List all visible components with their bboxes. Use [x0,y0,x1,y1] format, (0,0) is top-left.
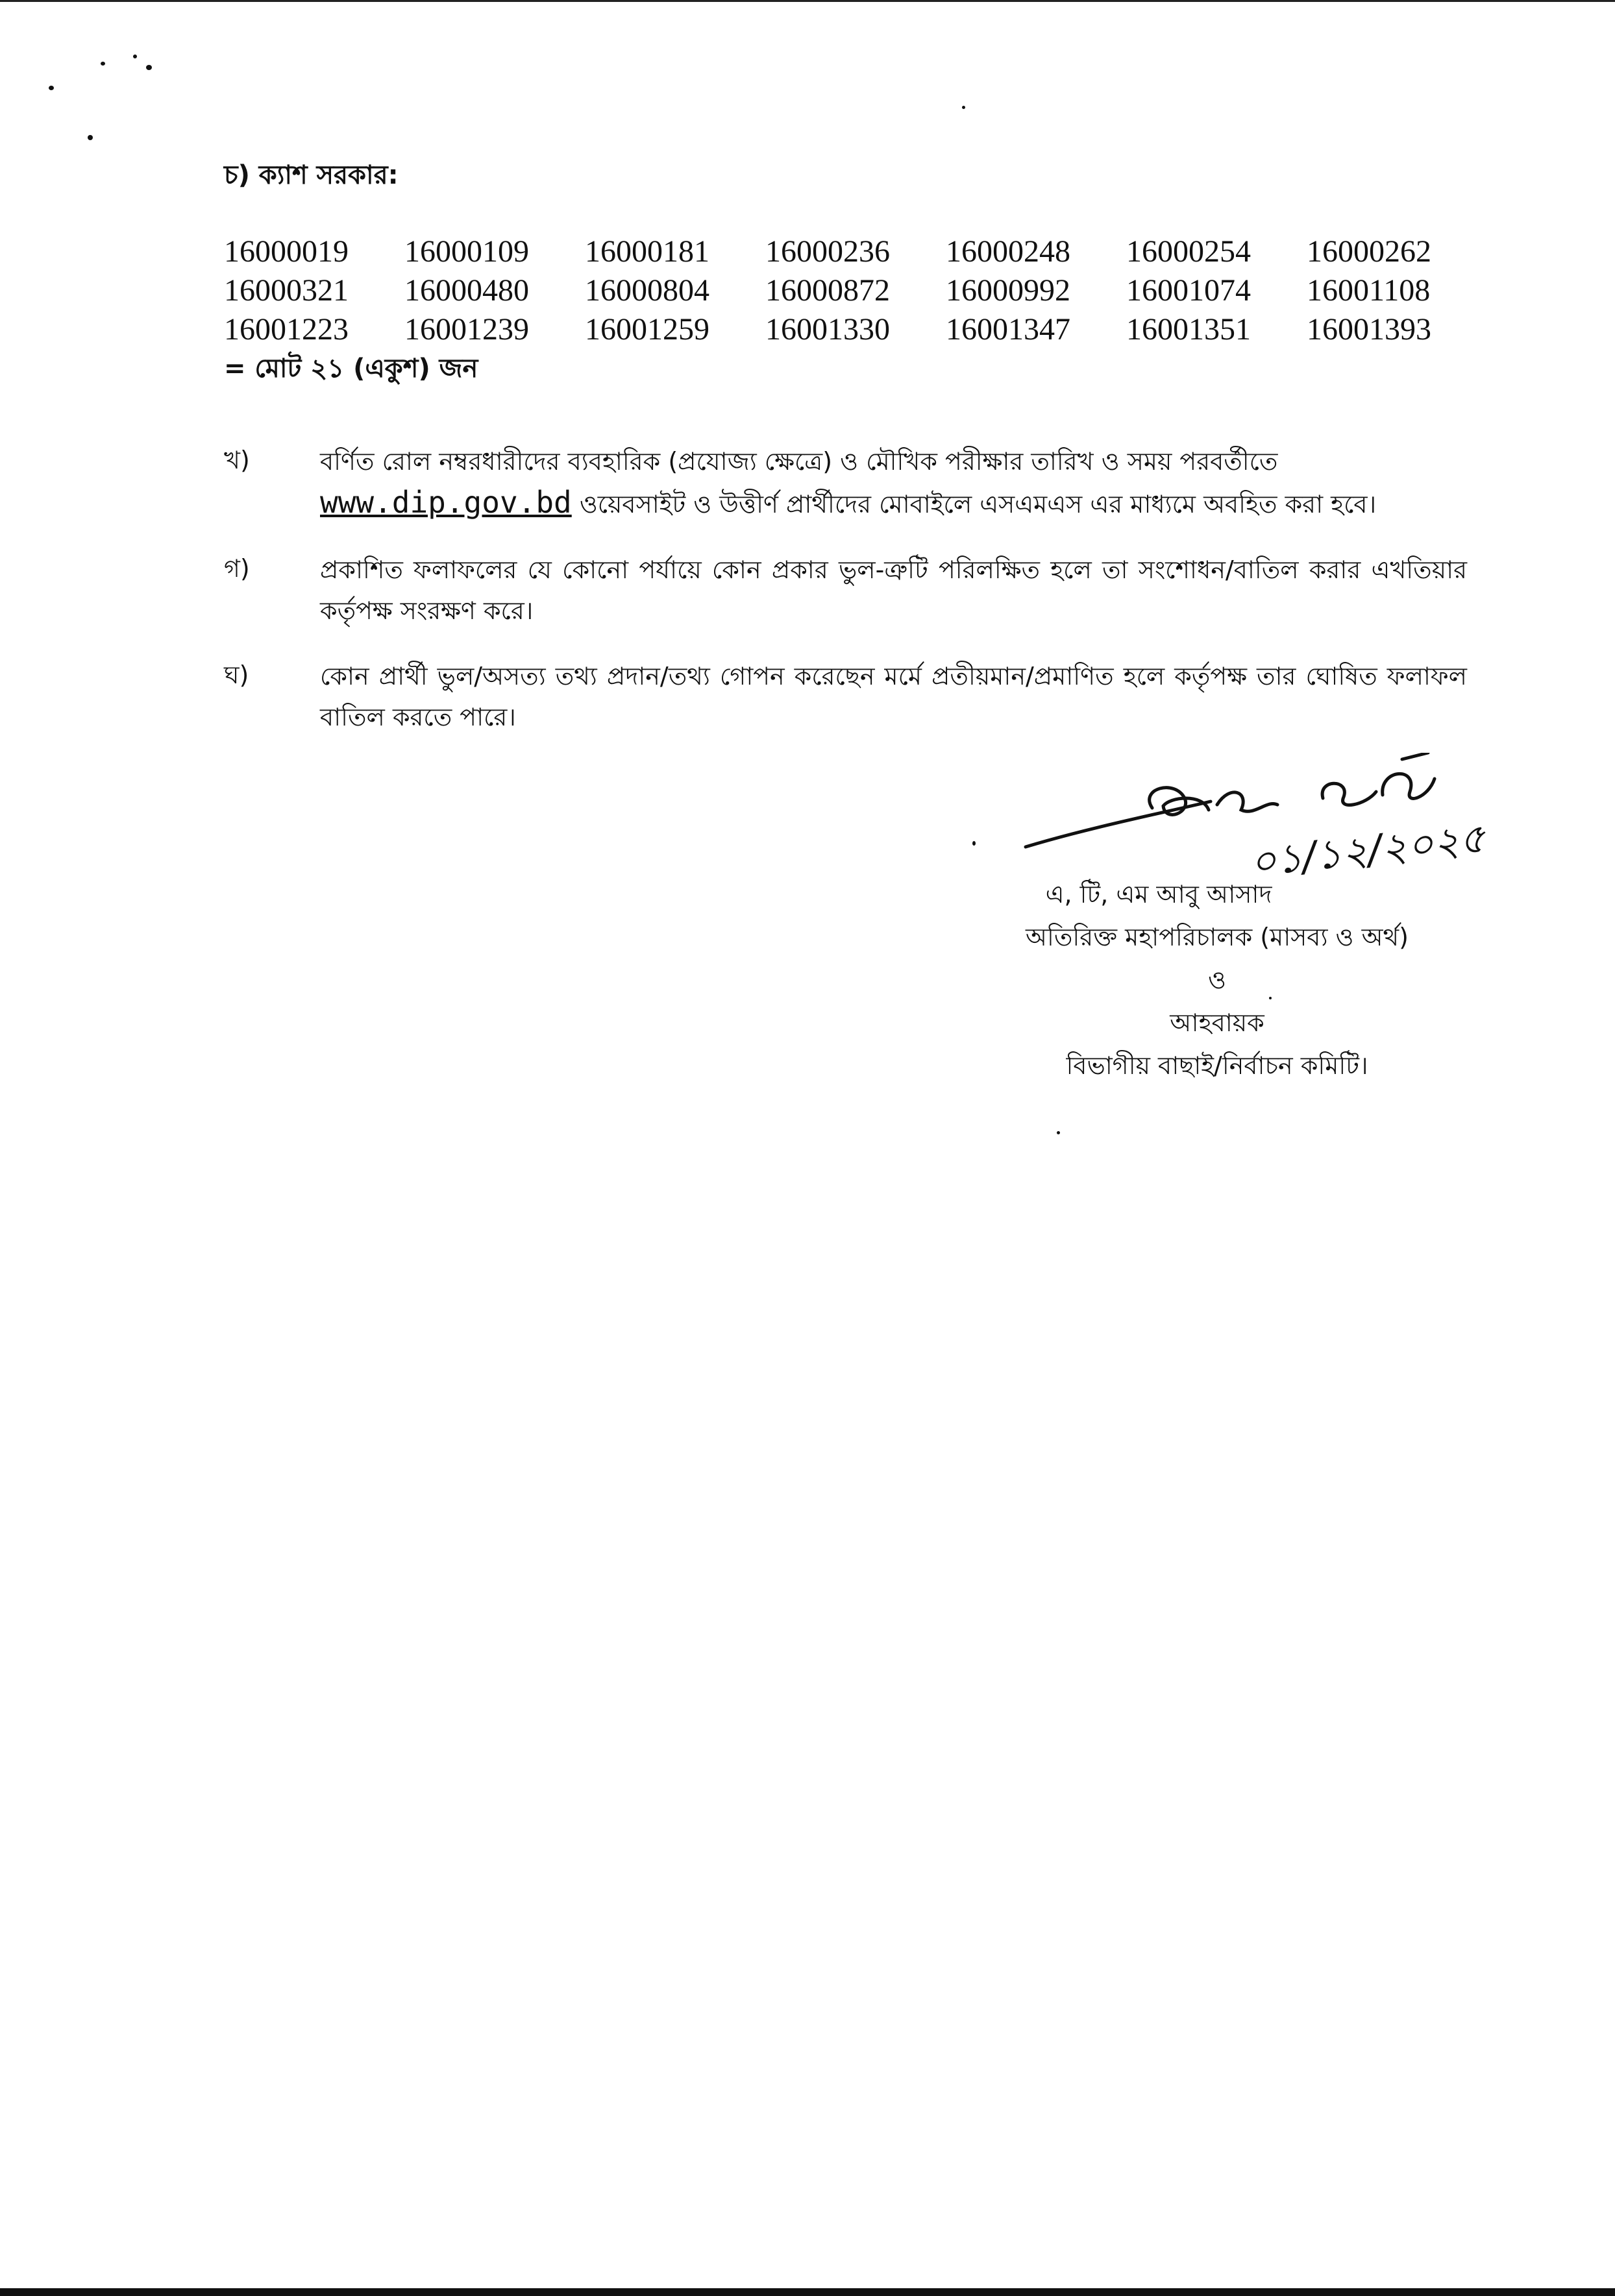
note-item [224,656,1467,738]
scan-speck [133,55,137,58]
roll-number: 16001223 [224,311,349,347]
website-link[interactable]: www.dip.gov.bd [320,485,572,520]
roll-number: 16000262 [1307,234,1431,269]
roll-number: 16000236 [765,234,890,269]
roll-number: 16000248 [946,234,1070,269]
note-text-before: বর্ণিত রোল নম্বরধারীদের ব্যবহারিক (প্রযোজ্য ক্ষেত্রে) ও মৌখিক পরীক্ষার তারিখ ও সময় পরবর্তীতে [320,447,1278,476]
scan-speck [972,841,976,846]
scan-speck [146,65,152,70]
roll-number: 16001074 [1126,273,1251,308]
scan-edge-band [0,2288,1615,2296]
total-count: = মোট ২১ (একুশ) জন [224,354,478,384]
roll-number: 16001347 [946,311,1070,347]
signature-stroke [1150,788,1209,815]
note-text: প্রকাশিত ফলাফলের যে কোনো পর্যায়ে কোন প্রকার ভুল-ত্রুটি পরিলক্ষিত হলে তা সংশোধন/বাতিল করার এখতিয়ার কর্তৃপক্ষ সংরক্ষণ করে। [320,556,1467,625]
signatory-name: এ, টি, এম আবু আসাদ [1045,880,1272,909]
roll-row [224,310,1487,348]
roll-number: 16000181 [585,234,709,269]
note-marker: গ) [224,554,250,583]
roll-number: 16000321 [224,273,349,308]
roll-number: 16001239 [404,311,529,347]
note-text-after: ওয়েবসাইট ও উত্তীর্ণ প্রার্থীদের মোবাইলে এসএমএস এর মাধ্যমে অবহিত করা হবে। [571,490,1377,519]
notes-list [224,441,1467,763]
scan-speck [88,135,93,140]
signatory-committee: বিভাগীয় বাছাই/নির্বাচন কমিটি। [1066,1051,1368,1080]
roll-number-table [224,232,1487,348]
roll-row [224,271,1487,310]
roll-number: 16001330 [765,311,890,347]
signature-date: ০১/১২/২০২৫ [1248,814,1488,886]
roll-number: 16000480 [404,273,529,308]
roll-number: 16001259 [585,311,709,347]
roll-number: 16000254 [1126,234,1251,269]
scan-speck [1057,1131,1060,1134]
scan-speck [101,62,105,66]
signature-stroke [1383,753,1435,798]
scan-speck [49,86,54,90]
section-heading: চ) ক্যাশ সরকার: [224,160,399,190]
roll-row [224,232,1487,271]
note-text [320,441,1467,525]
note-marker: ঘ) [224,661,249,689]
signature-stroke [1322,783,1376,805]
note-text: কোন প্রার্থী ভুল/অসত্য তথ্য প্রদান/তথ্য গোপন করেছেন মর্মে প্রতীয়মান/প্রমাণিত হলে কর্তৃপক্ষ তার ঘোষিত ফলাফল বাতিল করতে পারে। [320,662,1467,731]
note-item [224,441,1467,525]
signature-stroke [1217,792,1277,811]
note-marker: খ) [224,446,250,474]
note-item [224,550,1467,631]
signatory-conjunction: ও [1208,966,1226,994]
roll-number: 16000992 [946,273,1070,308]
roll-number: 16001351 [1126,311,1251,347]
roll-number: 16001108 [1307,273,1431,308]
scan-speck [962,106,965,109]
signatory-role: আহবায়ক [1170,1008,1264,1037]
roll-number: 16000804 [585,273,709,308]
roll-number: 16001393 [1307,311,1431,347]
signatory-block [909,873,1525,1087]
roll-number: 16000019 [224,234,349,269]
signatory-designation: অতিরিক্ত মহাপরিচালক (মাসব্য ও অর্থ) [1026,923,1409,951]
roll-number: 16000109 [404,234,529,269]
roll-number: 16000872 [765,273,890,308]
